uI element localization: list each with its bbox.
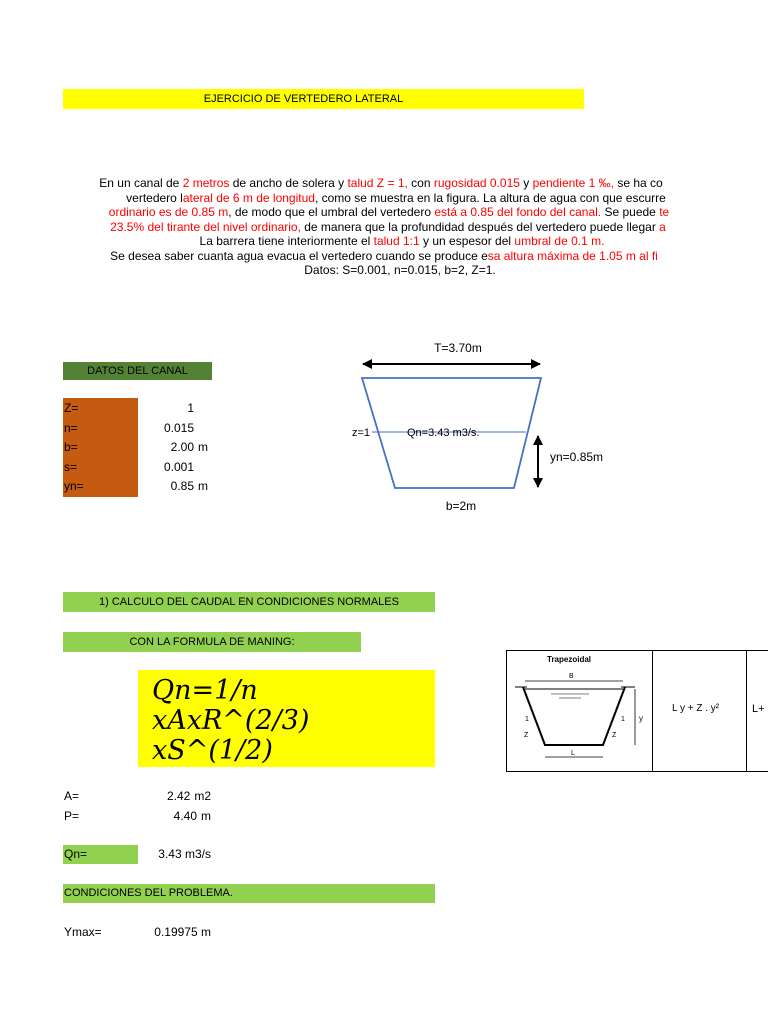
conditions-title: CONDICIONES DEL PROBLEMA. (64, 887, 233, 899)
table-divider-2 (746, 651, 747, 771)
text-segment: de ancho de solera y (229, 176, 348, 190)
text-segment: y (519, 176, 533, 190)
datos-number: 0.015 (163, 420, 194, 435)
problem-line (18, 234, 768, 249)
sketch-L: L (571, 750, 575, 757)
sketch-1-right: 1 (621, 716, 625, 723)
datos-number: 0.001 (163, 459, 194, 474)
result-label: A= (64, 789, 80, 803)
datos-label: b= (64, 440, 78, 454)
result-number: 2.42 (166, 789, 191, 803)
conditions-header (63, 884, 435, 903)
highlighted-text: ordinario es de 0.85 m (108, 205, 229, 219)
formula-line-2: xAxR^(2/3) (152, 705, 310, 736)
formula-box (138, 670, 435, 767)
datos-unit: m (198, 479, 208, 493)
highlighted-text: 23.5% del tirante del nivel ordinario, (110, 219, 301, 234)
area-formula: L y + Z . y² (672, 703, 720, 714)
text-segment: Se puede (601, 205, 660, 219)
next-formula: L+ (752, 703, 765, 715)
datos-number: 2.00 (170, 440, 194, 454)
text-segment: vertedero l (126, 190, 183, 205)
datos-number: 1 (187, 401, 194, 415)
problem-line (0, 176, 765, 191)
datos-label: Z= (64, 401, 79, 415)
section-properties-table (506, 650, 768, 772)
text-segment: se ha co (614, 176, 663, 190)
problem-line (0, 249, 768, 264)
result-unit: m (201, 808, 211, 823)
sketch-Z-left: Z (524, 732, 529, 739)
problem-statement (0, 176, 768, 278)
text-segment: , de modo que el umbral del vertedero (228, 205, 435, 219)
trapezoid-sketch (511, 653, 649, 769)
highlighted-text: sa altura máxima de 1.05 m al fi (487, 248, 658, 263)
datos-number: 0.85 (170, 479, 194, 493)
sketch-1-left: 1 (525, 716, 529, 723)
highlighted-text: pendiente 1 ‰, (532, 176, 614, 190)
text-segment: de manera que la profundidad después del vertedero puede llegar (300, 219, 660, 234)
sketch-caption: Trapezoidal (547, 655, 592, 664)
problem-line (16, 263, 768, 278)
manning-formula (152, 676, 309, 766)
qn-value (138, 845, 211, 865)
table-divider-1 (652, 651, 653, 771)
result-number: 4.40 (173, 808, 197, 823)
text-segment: , como se muestra en la figura. La altura de agua con que escurre (314, 190, 666, 205)
datos-value (138, 458, 211, 478)
datos-unit: m (198, 440, 208, 454)
datos-value (138, 399, 211, 419)
text-segment: Datos: S=0.001, n=0.015, b=2, Z=1. (304, 263, 496, 277)
ymax-unit: m (201, 925, 211, 939)
top-width-label: T=3.70m (434, 341, 482, 355)
flow-label: Qn=3.43 m3/s. (407, 427, 480, 439)
datos-value (138, 477, 211, 497)
problem-line (12, 191, 768, 206)
formula-subtitle: CON LA FORMULA DE MANING: (129, 636, 295, 648)
result-label: P= (64, 808, 80, 823)
datos-label: n= (64, 420, 78, 435)
page-title: EJERCICIO DE VERTEDERO LATERAL (203, 93, 404, 105)
bottom-width-label: b=2m (445, 499, 477, 513)
qn-label: Qn= (64, 847, 88, 861)
highlighted-text: rugosidad 0.015 (433, 176, 520, 190)
highlighted-text: ateral de 6 m de longitud (182, 190, 315, 205)
datos-label: yn= (64, 479, 84, 493)
formula-line-3: xS^(1/2) (152, 735, 273, 766)
datos-label: s= (64, 459, 78, 474)
sketch-y: y (639, 714, 643, 723)
sketch-B: B (569, 673, 574, 680)
datos-value (138, 438, 211, 458)
ymax-number: 0.19975 (154, 925, 198, 939)
text-segment: y un espesor del (419, 234, 515, 248)
text-segment: Se desea saber cuanta agua evacua el vertedero cuando se produce e (110, 248, 488, 263)
sketch-Z-right: Z (612, 732, 617, 739)
highlighted-text: a (659, 219, 666, 234)
problem-line (4, 220, 768, 235)
result-value (138, 787, 211, 807)
highlighted-text: 2 metros (182, 176, 230, 190)
result-value (138, 807, 211, 827)
section1-title: 1) CALCULO DEL CAUDAL EN CONDICIONES NORMALES (99, 596, 399, 608)
text-segment: En un canal de (99, 176, 183, 190)
qn-unit: m3/s (184, 847, 211, 861)
title-bar (63, 89, 584, 109)
datos-header (63, 362, 212, 380)
depth-label: yn=0.85m (550, 450, 604, 464)
problem-line (5, 205, 768, 220)
result-unit: m2 (194, 789, 211, 803)
formula-header (63, 632, 361, 652)
highlighted-text: umbral de 0.1 m. (514, 234, 605, 248)
datos-title: DATOS DEL CANAL (87, 365, 188, 377)
ymax-label: Ymax= (64, 925, 102, 939)
text-segment: con (407, 176, 434, 190)
qn-number: 3.43 (158, 847, 182, 861)
slope-label: z=1 (352, 427, 371, 439)
formula-line-1: Qn=1/n (152, 675, 258, 706)
text-segment: La barrera tiene interiormente el (199, 234, 374, 248)
channel-diagram (330, 330, 620, 520)
trapezoid-walls (523, 687, 625, 745)
highlighted-text: te (659, 205, 670, 219)
highlighted-text: talud 1:1 (373, 234, 420, 248)
highlighted-text: talud Z = 1, (347, 176, 408, 190)
highlighted-text: está a 0.85 del fondo del canal. (434, 205, 602, 219)
datos-value (138, 419, 211, 439)
ymax-value (138, 923, 211, 943)
section1-header (63, 592, 435, 612)
